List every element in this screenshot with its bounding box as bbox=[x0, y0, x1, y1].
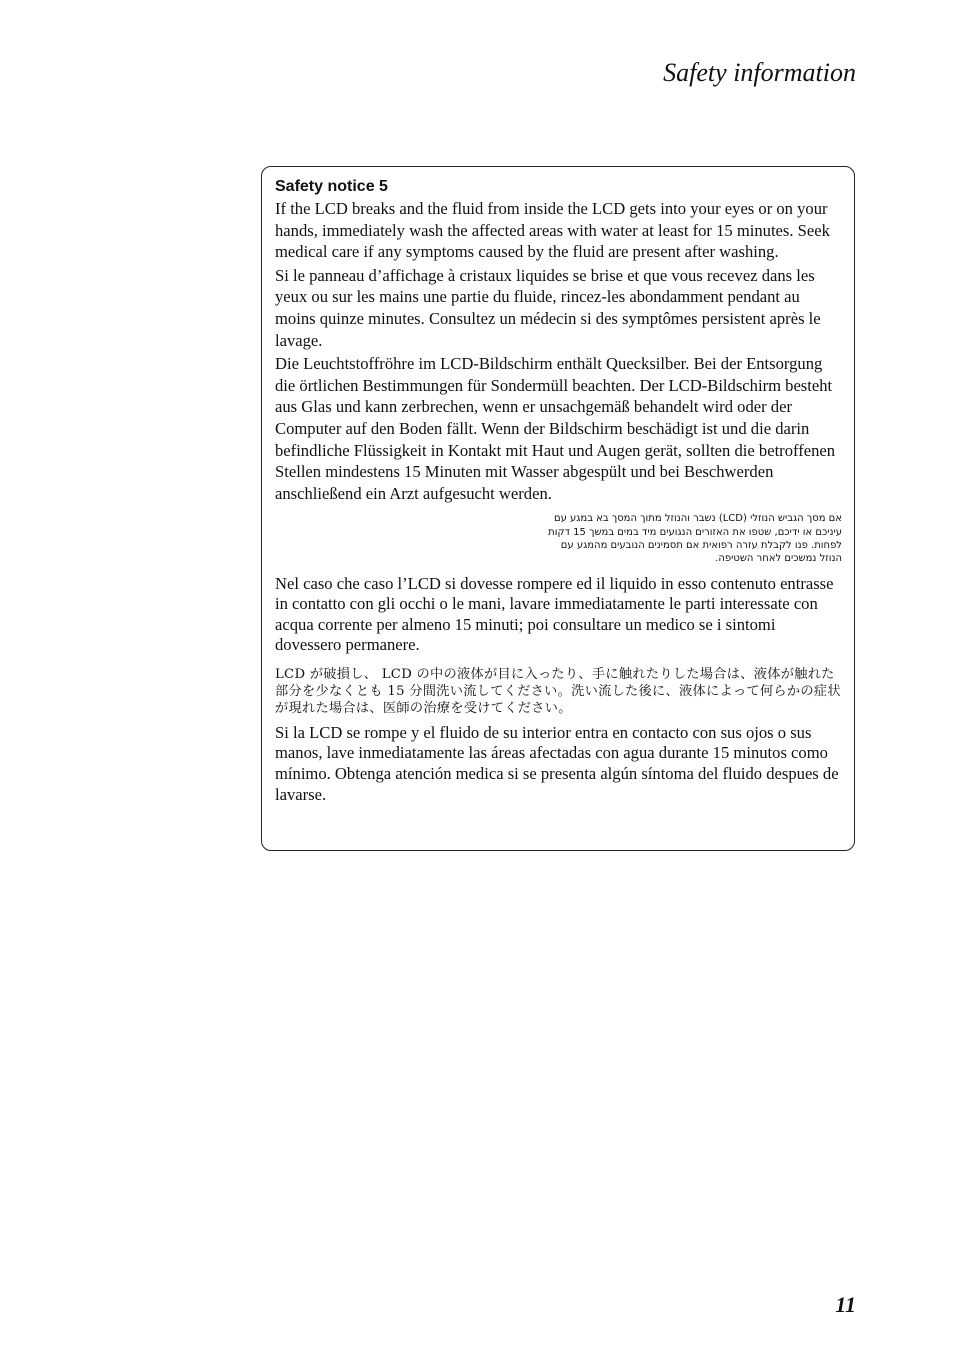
notice-paragraph-japanese: LCD が破損し、 LCD の中の液体が目に入ったり、手に触れたりした場合は、液体が触れた部分を少なくとも 15 分間洗い流してください。洗い流した後に、液体によって何らかの症状が現れた場合は、医師の治療を受けてください。 bbox=[275, 666, 841, 716]
safety-notice-box bbox=[261, 166, 855, 851]
notice-paragraph-french: Si le panneau d’affichage à cristaux liquides se brise et que vous recevez dans les yeux ou sur les mains une partie du fluide, rincez-les abondamment pendant au moins quinze minutes. Consultez un médecin si des symptômes persistent après le lavage. bbox=[275, 265, 821, 350]
running-header-title: Safety information bbox=[663, 58, 856, 87]
notice-paragraph-german: Die Leuchtstoffröhre im LCD-Bildschirm enthält Quecksilber. Bei der Entsorgung die örtlichen Bestimmungen für Sondermüll beachten. Der LCD-Bildschirm besteht aus Glas und kann zerbrechen, wenn er unsachgemäß behandelt wird oder der Computer auf den Boden fällt. Wenn der Bildschirm beschädigt ist und die darin befindliche Flüssigkeit in Kontakt mit Haut und Augen gerät, sollten die betroffenen Stellen mindestens 15 Minuten mit Wasser abgespült und bei Beschwerden anschließend ein Arzt aufgesucht werden. bbox=[275, 354, 836, 503]
notice-paragraph-spanish: Si la LCD se rompe y el fluido de su interior entra en contacto con sus ojos o sus manos, lave inmediatamente las áreas afectadas con agua durante 15 minutos como mínimo. Obtenga atención medica si se presenta algún síntoma del fluido despues de lavarse. bbox=[275, 722, 839, 804]
notice-paragraph-italian: Nel caso che caso l’LCD si dovesse rompere ed il liquido in esso contenuto entrasse in contatto con gli occhi o le mani, lavare immediatamente le parti interessate con acqua corrente per almeno 15 minuti; poi consultare un medico se i sintomi dovessero permanere. bbox=[275, 573, 834, 655]
notice-title: Safety notice 5 bbox=[275, 178, 388, 195]
page-number: 11 bbox=[835, 1292, 856, 1317]
notice-paragraph-english: If the LCD breaks and the fluid from inside the LCD gets into your eyes or on your hands, immediately wash the affected areas with water at least for 15 minutes. Seek medical care if any symptoms caused by the fluid are present after washing. bbox=[275, 199, 830, 262]
notice-paragraph-hebrew: אם מסך הגביש הנוזלי (LCD) נשבר והנוזל מתוך המסך בא במגע עם עיניכם או ידיכם, שטפו את האזורים הנגועים מיד במים במשך 15 דקות לפחות. פנו לקבלת עזרה רפואית אם תסמינים הנובעים מהמגע עם הנוזל נמשכים לאחר השטיפה. bbox=[548, 513, 842, 565]
